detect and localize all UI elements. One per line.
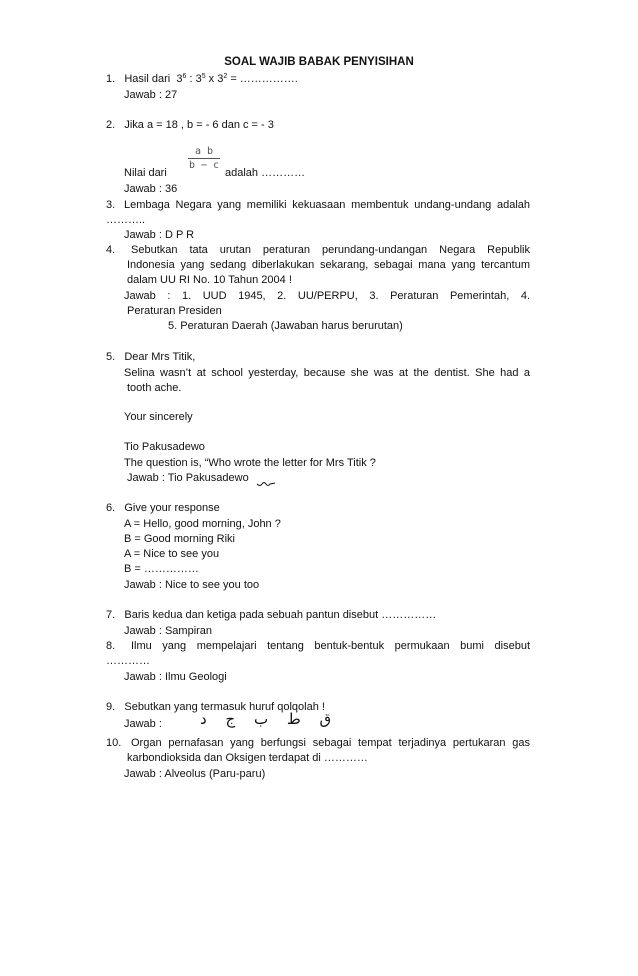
question-10-text: Organ pernafasan yang berfungsi sebagai tempat terjadinya pertukaran gas: [131, 737, 530, 749]
arabic-letter: ب: [253, 710, 269, 728]
question-5: [106, 350, 195, 364]
question-number: 9.: [106, 701, 116, 713]
arabic-letters: [200, 712, 345, 732]
question-text: Sebutkan yang termasuk huruf qolqolah !: [124, 701, 325, 713]
question-10-number: 10.: [106, 737, 122, 749]
question-3-text: Lembaga Negara yang memiliki kekuasaan membentuk undang-undang adalah: [124, 199, 530, 211]
question-number: 7.: [106, 609, 116, 621]
question-8-text: Ilmu yang mempelajari tentang bentuk-bentuk permukaan bumi disebut: [131, 640, 530, 652]
question-4-text-end: dalam UU RI No. 10 Tahun 2004 !: [127, 274, 292, 286]
answer-8: Jawab : Ilmu Geologi: [124, 671, 227, 683]
question-10-text-cont: karbondioksida dan Oksigen terdapat di …………: [127, 752, 368, 764]
question-4-number: 4.: [106, 244, 116, 256]
question-text: Give your response: [124, 502, 220, 514]
question-8-number: 8.: [106, 640, 116, 652]
letter-greeting: Dear Mrs Titik,: [124, 351, 196, 363]
question-7: [106, 608, 436, 622]
arabic-letter: ق: [319, 710, 332, 728]
question-number: 5.: [106, 351, 116, 363]
question-4-text-cont: Indonesia yang sedang diberlakukan sekarang, sebagai mana yang tercantum: [127, 259, 530, 271]
letter-body: Selina wasn’t at school yesterday, because she was at the dentist. She had a: [124, 367, 530, 379]
question-text: Baris kedua dan ketiga pada sebuah pantun disebut ……………: [124, 609, 437, 621]
letter-body-cont: tooth ache.: [127, 382, 182, 394]
answer-7: Jawab : Sampiran: [124, 625, 213, 637]
question-number: 2.: [106, 119, 116, 131]
answer-4-end: 5. Peraturan Daerah (Jawaban harus berurutan): [168, 320, 403, 332]
fraction-expression: [188, 146, 220, 171]
question-3-number: 3.: [106, 199, 116, 211]
answer-4-cont: Peraturan Presiden: [127, 305, 222, 317]
letter-sender: Tio Pakusadewo: [124, 441, 205, 453]
question-number: 6.: [106, 502, 116, 514]
answer-1: Jawab : 27: [124, 89, 178, 101]
arabic-letter: د: [200, 710, 207, 728]
fraction-bar: [188, 158, 220, 159]
dialogue-line: B = Good morning Riki: [124, 533, 235, 545]
answer-4: Jawab : 1. UUD 1945, 2. UU/PERPU, 3. Peraturan Pemerintah, 4.: [124, 290, 530, 302]
question-8-text-cont: …………: [106, 655, 150, 667]
answer-2: Jawab : 36: [124, 183, 178, 195]
question-2: [106, 118, 274, 132]
dialogue-line: B = ……………: [124, 563, 199, 575]
answer-5: Jawab : Tio Pakusadewo: [127, 472, 249, 484]
question-text: Hasil dari: [124, 73, 171, 85]
answer-10: Jawab : Alveolus (Paru-paru): [124, 768, 266, 780]
letter-closing: Your sincerely: [124, 411, 193, 423]
question-2-suffix: adalah …………: [225, 167, 306, 179]
answer-6: Jawab : Nice to see you too: [124, 579, 260, 591]
dialogue-line: A = Hello, good morning, John ?: [124, 518, 281, 530]
question-4-text: Sebutkan tata urutan peraturan perundang-undangan Negara Republik: [131, 244, 530, 256]
question-5-text: The question is, “Who wrote the letter for Mrs Titik ?: [124, 457, 376, 469]
question-1: 1. Hasil dari $3^6$ : $3^5$ x $3^2$ = …………….: [106, 73, 298, 85]
question-3-text-cont: ………..: [106, 214, 146, 226]
answer-3: Jawab : D P R: [124, 229, 195, 241]
handwritten-squiggle: [256, 480, 276, 488]
question-6: [106, 501, 220, 515]
fraction-numerator: a b: [194, 146, 214, 157]
document-title: SOAL WAJIB BABAK PENYISIHAN: [224, 56, 414, 68]
question-text: Jika a = 18 , b = - 6 dan c = - 3: [124, 119, 274, 131]
dialogue-line: A = Nice to see you: [124, 548, 220, 560]
question-number: 1.: [106, 73, 116, 85]
arabic-letter: ج: [225, 710, 236, 728]
answer-9-label: Jawab :: [124, 718, 162, 730]
fraction-denominator: b − c: [188, 160, 220, 171]
question-2-prompt: Nilai dari: [124, 167, 167, 179]
arabic-letter: ط: [286, 710, 301, 728]
